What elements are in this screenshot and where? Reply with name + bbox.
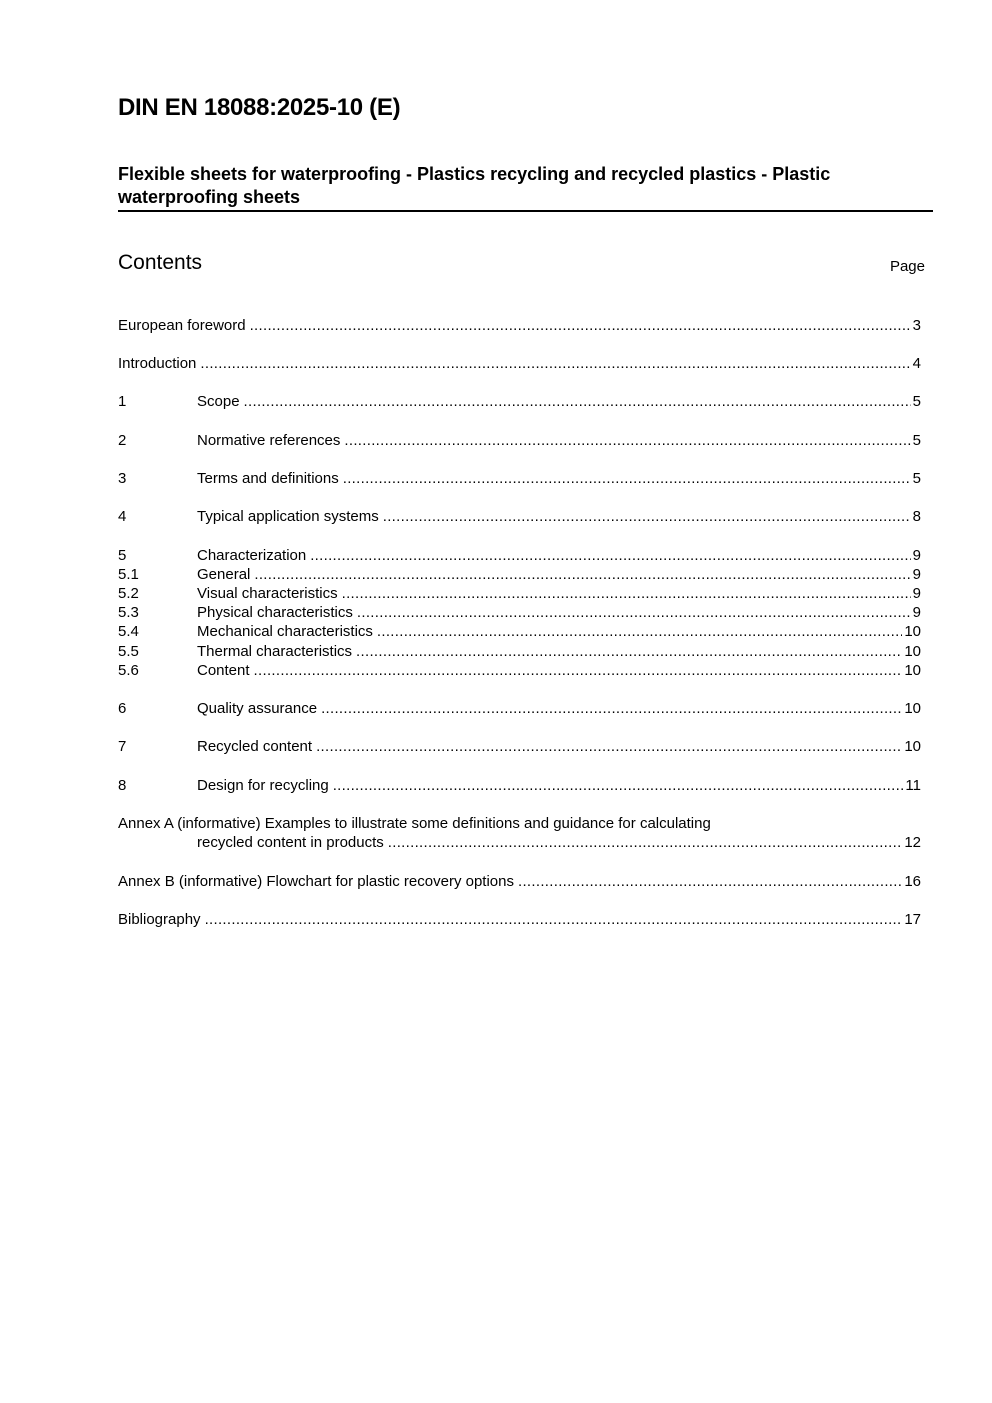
toc-leader-dots [254, 565, 910, 584]
toc-entry-page: 10 [904, 700, 921, 717]
toc-entry-label: Recycled content [197, 738, 313, 755]
toc-entry-number: 5 [118, 547, 127, 564]
toc-entry-page: 9 [912, 566, 921, 583]
toc-entry-normative-references[interactable] [118, 431, 921, 450]
toc-entry-number: 4 [118, 508, 127, 525]
toc-entry-number: 5.6 [118, 662, 139, 679]
contents-heading: Contents [118, 251, 203, 274]
toc-leader-dots [200, 354, 910, 373]
toc-entry-page: 9 [912, 604, 921, 621]
toc-entry-label-continued: recycled content in products [197, 834, 384, 851]
toc-entry-label: Scope [197, 393, 240, 410]
toc-entry-label: Annex B (informative) Flowchart for plastic recovery options [118, 873, 514, 890]
toc-leader-dots [254, 661, 903, 680]
toc-leader-dots [316, 737, 902, 756]
toc-leader-dots [321, 699, 902, 718]
toc-entry-number: 6 [118, 700, 127, 717]
toc-entry-page: 10 [904, 623, 921, 640]
toc-entry-general[interactable] [118, 565, 921, 584]
toc-leader-dots [388, 833, 903, 852]
toc-entry-page: 11 [905, 777, 921, 794]
toc-entry-number: 2 [118, 432, 127, 449]
toc-entry-characterization[interactable] [118, 546, 921, 565]
toc-entry-bibliography[interactable] [118, 910, 921, 929]
toc-entry-number: 3 [118, 470, 127, 487]
toc-entry-label: Design for recycling [197, 777, 329, 794]
toc-entry-page: 12 [904, 834, 921, 851]
toc-entry-number: 1 [118, 393, 127, 410]
toc-entry-terms-definitions[interactable] [118, 469, 921, 488]
toc-entry-label: Introduction [118, 355, 197, 372]
toc-entry-quality-assurance[interactable] [118, 699, 921, 718]
toc-entry-page: 10 [904, 738, 921, 755]
toc-entry-number: 5.2 [118, 585, 139, 602]
toc-entry-label: Characterization [197, 547, 307, 564]
toc-leader-dots [250, 316, 911, 335]
toc-leader-dots [342, 584, 911, 603]
toc-entry-annex-a[interactable] [118, 833, 921, 852]
toc-entry-design-for-recycling[interactable] [118, 776, 921, 795]
toc-entry-recycled-content[interactable] [118, 737, 921, 756]
toc-entry-number: 5.3 [118, 604, 139, 621]
toc-entry-page: 10 [904, 662, 921, 679]
toc-entry-label: European foreword [118, 317, 246, 334]
toc-entry-label: Visual characteristics [197, 585, 338, 602]
toc-leader-dots [377, 622, 902, 641]
toc-entry-annex-b[interactable] [118, 872, 921, 891]
toc-entry-number: 5.1 [118, 566, 139, 583]
toc-entry-page: 16 [904, 873, 921, 890]
toc-entry-page: 9 [912, 585, 921, 602]
toc-entry-physical[interactable] [118, 603, 921, 622]
document-id: DIN EN 18088:2025-10 (E) [118, 94, 401, 121]
toc-leader-dots [333, 776, 904, 795]
toc-entry-number: 7 [118, 738, 127, 755]
document-title: Flexible sheets for waterproofing - Plastics recycling and recycled plastics - Plastic waterproofing sheets [118, 163, 933, 212]
toc-entry-label: Terms and definitions [197, 470, 339, 487]
toc-entry-scope[interactable] [118, 392, 921, 411]
toc-entry-page: 5 [912, 470, 921, 487]
toc-entry-number: 5.4 [118, 623, 139, 640]
toc-leader-dots [244, 392, 911, 411]
toc-entry-label: Quality assurance [197, 700, 318, 717]
toc-entry-content[interactable] [118, 661, 921, 680]
toc-entry-mechanical[interactable] [118, 622, 921, 641]
toc-entry-page: 3 [912, 317, 921, 334]
toc-entry-page: 4 [912, 355, 921, 372]
toc-entry-number: 5.5 [118, 643, 139, 660]
toc-entry-label: Content [197, 662, 250, 679]
toc-entry-label: Bibliography [118, 911, 201, 928]
toc-leader-dots [383, 507, 911, 526]
toc-leader-dots [357, 603, 911, 622]
toc-entry-page: 5 [912, 393, 921, 410]
toc-entry-label: Mechanical characteristics [197, 623, 373, 640]
toc-entry-page: 10 [904, 643, 921, 660]
toc-entry-annex-a-label[interactable]: Annex A (informative) Examples to illustrate some definitions and guidance for calculating [118, 815, 711, 832]
toc-entry-label: Typical application systems [197, 508, 379, 525]
toc-entry-label: Thermal characteristics [197, 643, 353, 660]
toc-entry-page: 5 [912, 432, 921, 449]
page-column-heading: Page [889, 258, 925, 275]
toc-entry-label: General [197, 566, 251, 583]
toc-leader-dots [343, 469, 911, 488]
toc-entry-introduction[interactable] [118, 354, 921, 373]
toc-leader-dots [518, 872, 902, 891]
toc-entry-page: 17 [904, 911, 921, 928]
toc-entry-foreword[interactable] [118, 316, 921, 335]
toc-entry-thermal[interactable] [118, 642, 921, 661]
toc-entry-number: 8 [118, 777, 127, 794]
toc-leader-dots [310, 546, 910, 565]
toc-entry-page: 9 [912, 547, 921, 564]
toc-leader-dots [356, 642, 902, 661]
toc-leader-dots [205, 910, 903, 929]
toc-entry-label: Normative references [197, 432, 341, 449]
toc-entry-label: Physical characteristics [197, 604, 353, 621]
toc-entry-visual[interactable] [118, 584, 921, 603]
toc-leader-dots [344, 431, 910, 450]
toc-entry-application-systems[interactable] [118, 507, 921, 526]
toc-entry-page: 8 [912, 508, 921, 525]
